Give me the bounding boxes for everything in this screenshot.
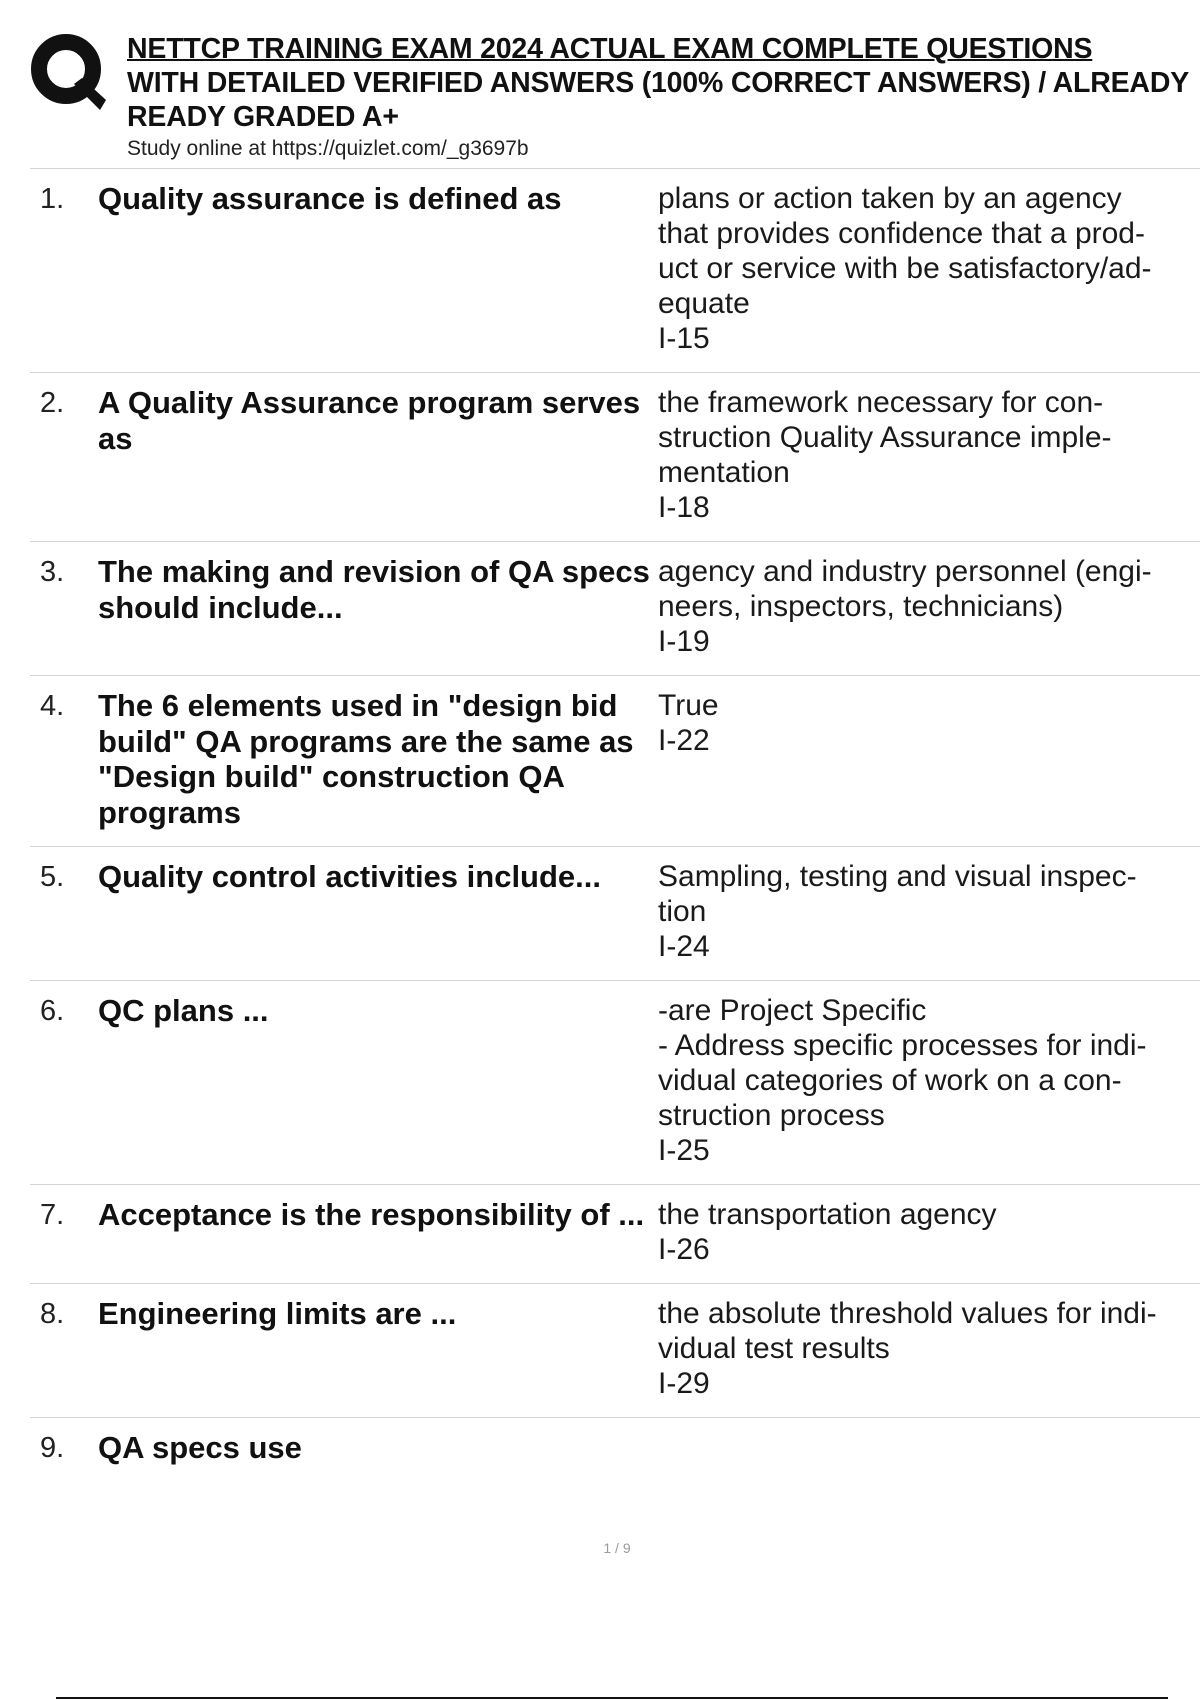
question-number: 4. bbox=[40, 690, 65, 722]
qa-row bbox=[30, 373, 1200, 542]
question-number: 6. bbox=[40, 995, 65, 1027]
question-text: QC plans ... bbox=[98, 993, 269, 1028]
question-text: Acceptance is the responsibility of ... bbox=[98, 1197, 645, 1232]
question-text: QA specs use bbox=[98, 1430, 302, 1465]
question-text: Engineering limits are ... bbox=[98, 1296, 457, 1331]
answer-text: the absolute threshold values for indi- vidual test results I-29 bbox=[658, 1297, 1157, 1400]
answer-text: the framework necessary for con- struction Quality Assurance imple- mentation I-18 bbox=[658, 386, 1112, 524]
question-number: 2. bbox=[40, 387, 65, 419]
document-title bbox=[127, 32, 1200, 134]
question-number: 3. bbox=[40, 556, 65, 588]
qa-row bbox=[30, 981, 1200, 1185]
qa-row bbox=[30, 1284, 1200, 1418]
qa-row bbox=[30, 847, 1200, 981]
answer-text: Sampling, testing and visual inspec- tion I-24 bbox=[658, 860, 1137, 963]
qa-row bbox=[30, 1185, 1200, 1284]
study-online-link[interactable]: Study online at https://quizlet.com/_g3697b bbox=[127, 137, 529, 160]
title-line-3: READY GRADED A+ bbox=[127, 101, 399, 133]
answer-text: -are Project Specific - Address specific processes for indi- vidual categories of work on a con- struction process I-25 bbox=[658, 994, 1147, 1167]
question-text: The making and revision of QA specs should include... bbox=[98, 554, 650, 625]
answer-text: agency and industry personnel (engi- neers, inspectors, technicians) I-19 bbox=[658, 555, 1152, 658]
question-number: 7. bbox=[40, 1199, 65, 1231]
question-number: 5. bbox=[40, 861, 65, 893]
question-text: Quality control activities include... bbox=[98, 859, 602, 894]
question-number: 1. bbox=[40, 183, 65, 215]
answer-text: True I-22 bbox=[658, 689, 719, 757]
page-number: 1 / 9 bbox=[603, 1540, 631, 1556]
qa-row bbox=[30, 676, 1200, 847]
title-line-2: WITH DETAILED VERIFIED ANSWERS (100% CORRECT ANSWERS) / ALREADY bbox=[127, 67, 1190, 99]
qa-row bbox=[30, 1418, 1200, 1482]
qa-row bbox=[30, 542, 1200, 676]
qa-list bbox=[30, 169, 1200, 1482]
answer-text: plans or action taken by an agency that provides confidence that a prod- uct or service with be satisfactory/ad- equate I-15 bbox=[658, 182, 1152, 355]
question-number: 9. bbox=[40, 1432, 65, 1464]
title-line-1: NETTCP TRAINING EXAM 2024 ACTUAL EXAM COMPLETE QUESTIONS bbox=[127, 33, 1093, 65]
qa-row bbox=[30, 169, 1200, 373]
question-number: 8. bbox=[40, 1298, 65, 1330]
page-bottom-rule bbox=[56, 1697, 1168, 1699]
answer-text bbox=[658, 1430, 1200, 1466]
document-header bbox=[127, 32, 1200, 162]
answer-text: the transportation agency I-26 bbox=[658, 1198, 997, 1266]
quizlet-logo-icon bbox=[30, 32, 106, 114]
question-text: Quality assurance is defined as bbox=[98, 181, 562, 216]
question-text: A Quality Assurance program serves as bbox=[98, 385, 641, 456]
question-text: The 6 elements used in "design bid build" QA programs are the same as "Design build" construction QA programs bbox=[98, 688, 634, 830]
